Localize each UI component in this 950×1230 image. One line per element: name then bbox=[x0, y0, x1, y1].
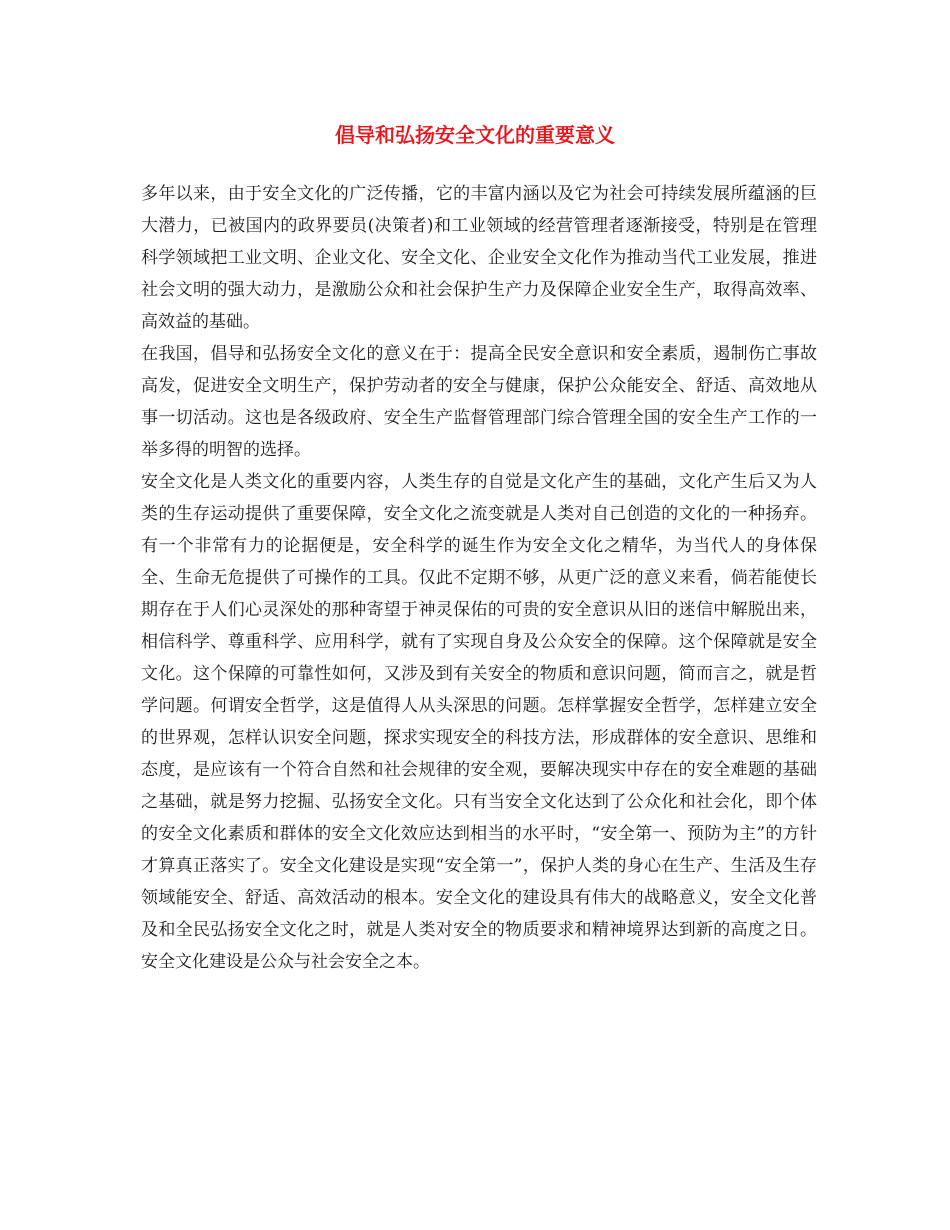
paragraph-1: 多年以来，由于安全文化的广泛传播，它的丰富内涵以及它为社会可持续发展所蕴涵的巨大潜力，已被国内的政界要员(决策者)和工业领域的经营管理者逐渐接受，特别是在管理科学领域把工业文明、企业文化、安全文化、企业安全文化作为推动当代工业发展，推进社会文明的强大动力，是激励公众和社会保护生产力及保障企业安全生产，取得高效率、高效益的基础。 bbox=[141, 184, 817, 332]
paragraph-3: 安全文化是人类文化的重要内容，人类生存的自觉是文化产生的基础，文化产生后又为人类的生存运动提供了重要保障，安全文化之流变就是人类对自己创造的文化的一种扬弃。有一个非常有力的论据便是，安全科学的诞生作为安全文化之精华，为当代人的身体保全、生命无危提供了可操作的工具。仅此不定期不够，从更广泛的意义来看，倘若能使长期存在于人们心灵深处的那种寄望于神灵保佑的可贵的安全意识从旧的迷信中解脱出来，相信科学、尊重科学、应用科学，就有了实现自身及公众安全的保障。这个保障就是安全文化。这个保障的可靠性如何，又涉及到有关安全的物质和意识问题，简而言之，就是哲学问题。何谓安全哲学，这是值得人从头深思的问题。怎样掌握安全哲学，怎样建立安全的世界观，怎样认识安全问题，探求实现安全的科技方法，形成群体的安全意识、思维和态度，是应该有一个符合自然和社会规律的安全观，要解决现实中存在的安全难题的基础之基础，就是努力挖掘、弘扬安全文化。只有当安全文化达到了公众化和社会化，即个体的安全文化素质和群体的安全文化效应达到相当的水平时，“安全第一、预防为主”的方针才算真正落实了。安全文化建设是实现“安全第一”，保护人类的身心在生产、生活及生存领域能安全、舒适、高效活动的根本。安全文化的建设具有伟大的战略意义，安全文化普及和全民弘扬安全文化之时，就是人类对安全的物质要求和精神境界达到新的高度之日。安全文化建设是公众与社会安全之本。 bbox=[141, 472, 817, 972]
document-title: 倡导和弘扬安全文化的重要意义 bbox=[335, 123, 615, 147]
document-body bbox=[141, 178, 817, 978]
paragraph-2: 在我国，倡导和弘扬安全文化的意义在于：提高全民安全意识和安全素质，遏制伤亡事故高发，促进安全文明生产，保护劳动者的安全与健康，保护公众能安全、舒适、高效地从事一切活动。这也是各级政府、安全生产监督管理部门综合管理全国的安全生产工作的一举多得的明智的选择。 bbox=[141, 344, 817, 460]
